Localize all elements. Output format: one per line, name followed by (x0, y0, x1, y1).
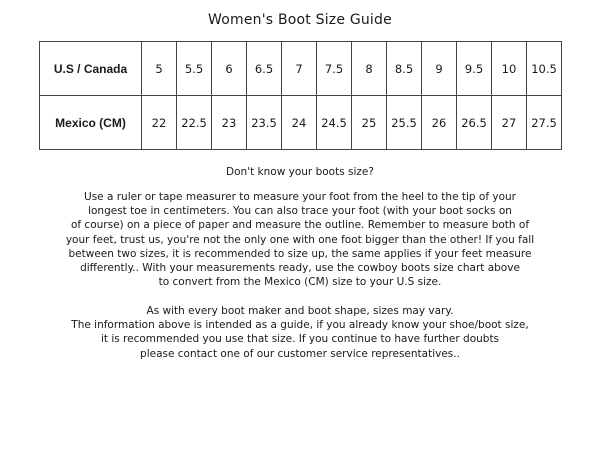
us-canada-label: U.S / Canada (40, 42, 142, 96)
mexico-size-cell: 22 (142, 96, 177, 150)
instruction-line: differently.. With your measurements ready, use the cowboy boots size chart above (80, 262, 520, 275)
mexico-size-cell: 27 (492, 96, 527, 150)
us-size-cell: 9 (422, 42, 457, 96)
instruction-line: of course) on a piece of paper and measure the outline. Remember to measure both of (70, 219, 530, 232)
mexico-size-cell: 24 (282, 96, 317, 150)
mexico-size-cell: 23 (212, 96, 247, 150)
us-size-row (40, 42, 562, 96)
mexico-size-cell: 24.5 (317, 96, 352, 150)
us-size-cell: 5.5 (177, 42, 212, 96)
mexico-size-cell: 25.5 (387, 96, 422, 150)
disclaimer-line: it is recommended you use that size. If you continue to have further doubts (100, 333, 500, 346)
disclaimer-line: The information above is intended as a guide, if you already know your shoe/boot size, (71, 319, 529, 332)
us-size-cell: 6 (212, 42, 247, 96)
question-line: Don't know your boots size? (226, 166, 374, 178)
us-size-cell: 6.5 (247, 42, 282, 96)
mexico-size-cell: 23.5 (247, 96, 282, 150)
us-size-cell: 5 (142, 42, 177, 96)
disclaimer-line: please contact one of our customer service representatives.. (140, 347, 460, 360)
mexico-size-cell: 26 (422, 96, 457, 150)
disclaimer-line: As with every boot maker and boot shape, sizes may vary. (146, 305, 454, 317)
instruction-line: Use a ruler or tape measurer to measure your foot from the heel to the tip of your (84, 191, 516, 203)
disclaimer-text (0, 304, 600, 361)
mexico-size-cell: 26.5 (457, 96, 492, 150)
size-chart-table (39, 41, 562, 150)
instruction-line: your feet, trust us, you're not the only one with one foot bigger than the other! If you fall (65, 233, 535, 246)
instruction-line: between two sizes, it is recommended to size up, the same applies if your feet measure (68, 247, 532, 260)
us-size-cell: 7.5 (317, 42, 352, 96)
us-size-cell: 9.5 (457, 42, 492, 96)
mexico-size-cell: 25 (352, 96, 387, 150)
measuring-instructions (0, 190, 600, 289)
us-size-cell: 8.5 (387, 42, 422, 96)
instruction-line: longest toe in centimeters. You can also trace your foot (with your boot socks on (88, 205, 512, 218)
mexico-size-cell: 27.5 (527, 96, 562, 150)
us-size-cell: 8 (352, 42, 387, 96)
instruction-line: to convert from the Mexico (CM) size to your U.S size. (158, 276, 442, 289)
size-question (0, 165, 600, 179)
mexico-cm-label: Mexico (CM) (40, 96, 142, 150)
page-title: Women's Boot Size Guide (208, 12, 392, 28)
mexico-size-cell: 22.5 (177, 96, 212, 150)
us-size-cell: 10 (492, 42, 527, 96)
mexico-size-row (40, 96, 562, 150)
us-size-cell: 10.5 (527, 42, 562, 96)
us-size-cell: 7 (282, 42, 317, 96)
